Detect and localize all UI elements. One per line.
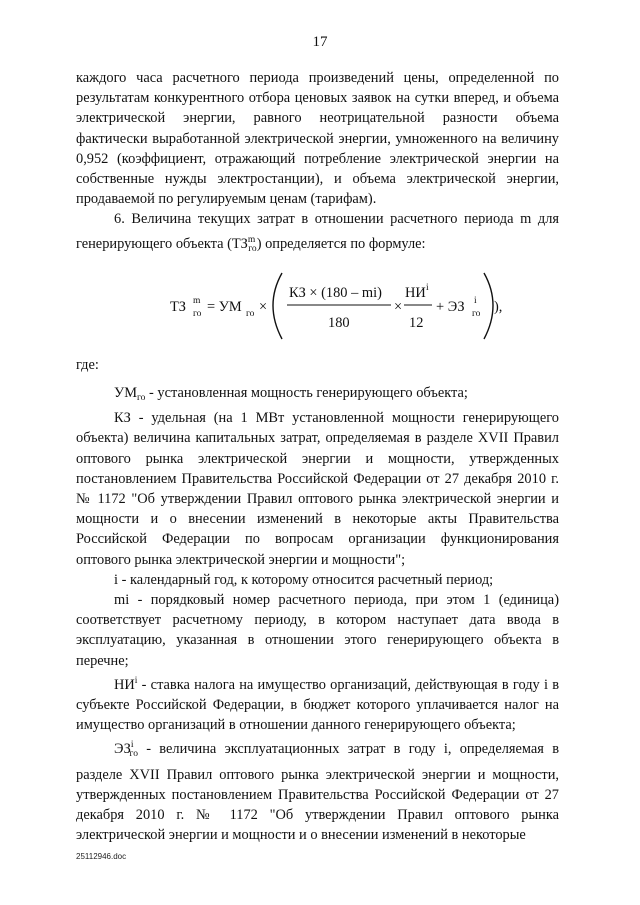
term-ez: ЭЗ <box>114 741 131 758</box>
paragraph-text: ) определяется по формуле: <box>256 235 426 252</box>
definition-ni <box>76 671 559 736</box>
superscript: m <box>247 234 256 245</box>
paragraph-text: 6. Величина текущих затрат в отношении расчетного периода m для генерирующего объекта (ТЗ <box>76 211 559 252</box>
formula-denominator-2: 12 <box>409 314 424 331</box>
term-um: УМ <box>114 385 137 402</box>
definition-um <box>76 383 559 408</box>
formula <box>76 267 559 345</box>
definition-ni-text: - ставка налога на имущество организаций, действующая в году i в субъекте Российской Федерации, в бюджет которого уплачивается налог на имущество организаций в отношении данного генерирующего объекта; <box>76 676 559 734</box>
subscript: го <box>248 243 257 254</box>
footer-file-name: 25112946.doc <box>76 852 127 861</box>
formula-plus: + ЭЗ <box>436 298 465 315</box>
definition-ez-text: - величина эксплуатационных затрат в году i, определяемая в разделе XVII Правил оптового рынка электрической энергии и мощности, утвержденных постановлением Правительства Российской Федерации от 27 декабря 2010 г. № 1172 "Об утверждении Правил оптового рынка электрической энергии и мощности и о внесении изменений в некоторые <box>76 741 559 844</box>
formula-ez-sub: го <box>472 308 481 319</box>
document-body <box>76 68 559 846</box>
formula-ni: НИ <box>405 284 426 301</box>
formula-lhs-sup: m <box>193 295 201 306</box>
formula-tail: ), <box>494 298 503 315</box>
definition-um-text: - установленная мощность генерирующего объекта; <box>145 385 468 402</box>
left-parenthesis <box>273 273 282 339</box>
formula-ni-sup: i <box>426 282 429 293</box>
formula-numerator: КЗ × (180 – mi) <box>289 284 382 301</box>
term-ez-sup: i <box>130 740 134 751</box>
right-parenthesis <box>484 273 493 339</box>
page-number: 17 <box>312 34 328 50</box>
definition-ez <box>76 735 559 845</box>
paragraph-continuation: каждого часа расчетного периода произведений цены, определенной по результатам конкурентного отбора ценовых заявок на сутки вперед, и объема электрической энергии, равного неотрицательной разности объема фактически выработанной электрической энергии, умноженного на величину 0,952 (коэффициент, отражающий потребление электрической энергии на собственные нужды электростанции), и объема электрической энергии, продаваемой по регулируемым ценам (тарифам). <box>76 70 559 208</box>
formula-lhs-sub: го <box>193 308 202 319</box>
formula-times: × <box>259 298 268 315</box>
definition-mi: mi - порядковый номер расчетного периода, при этом 1 (единица) соответствует расчетному периоду, в котором наступает дата ввода в эксплуатацию, указанная в отношении этого генерирующего объекта в перечне; <box>76 592 559 669</box>
term-ni: НИ <box>114 676 135 693</box>
formula-times-2: × <box>394 298 403 315</box>
formula-um-sub: го <box>246 308 255 319</box>
formula-equals: = УМ <box>207 298 242 315</box>
formula-denominator-1: 180 <box>328 314 350 331</box>
term-um-sub: го <box>136 393 146 404</box>
definition-kz: КЗ - удельная (на 1 МВт установленной мощности генерирующего объекта) величина капитальных затрат, определяемая в разделе XVII Правил оптового рынка электрической энергии и мощности, утвержденных постановлением Правительства Российской Федерации от 27 декабря 2010 г. № 1172 "Об утверждении Правил оптового рынка электрической энергии и мощности и о внесении изменений в некоторые акты Правительства Российской Федерации по вопросам организации функционирования оптового рынка электрической энергии и мощности"; <box>76 410 559 568</box>
definition-i: i - календарный год, к которому относится расчетный период; <box>114 571 494 588</box>
term-ni-sup: i <box>134 675 138 686</box>
term-ez-sub: го <box>129 749 138 760</box>
paragraph-item-6 <box>76 209 559 258</box>
formula-lhs: ТЗ <box>170 298 186 315</box>
where-label: где: <box>76 356 99 373</box>
formula-ez-sup: i <box>474 295 477 306</box>
